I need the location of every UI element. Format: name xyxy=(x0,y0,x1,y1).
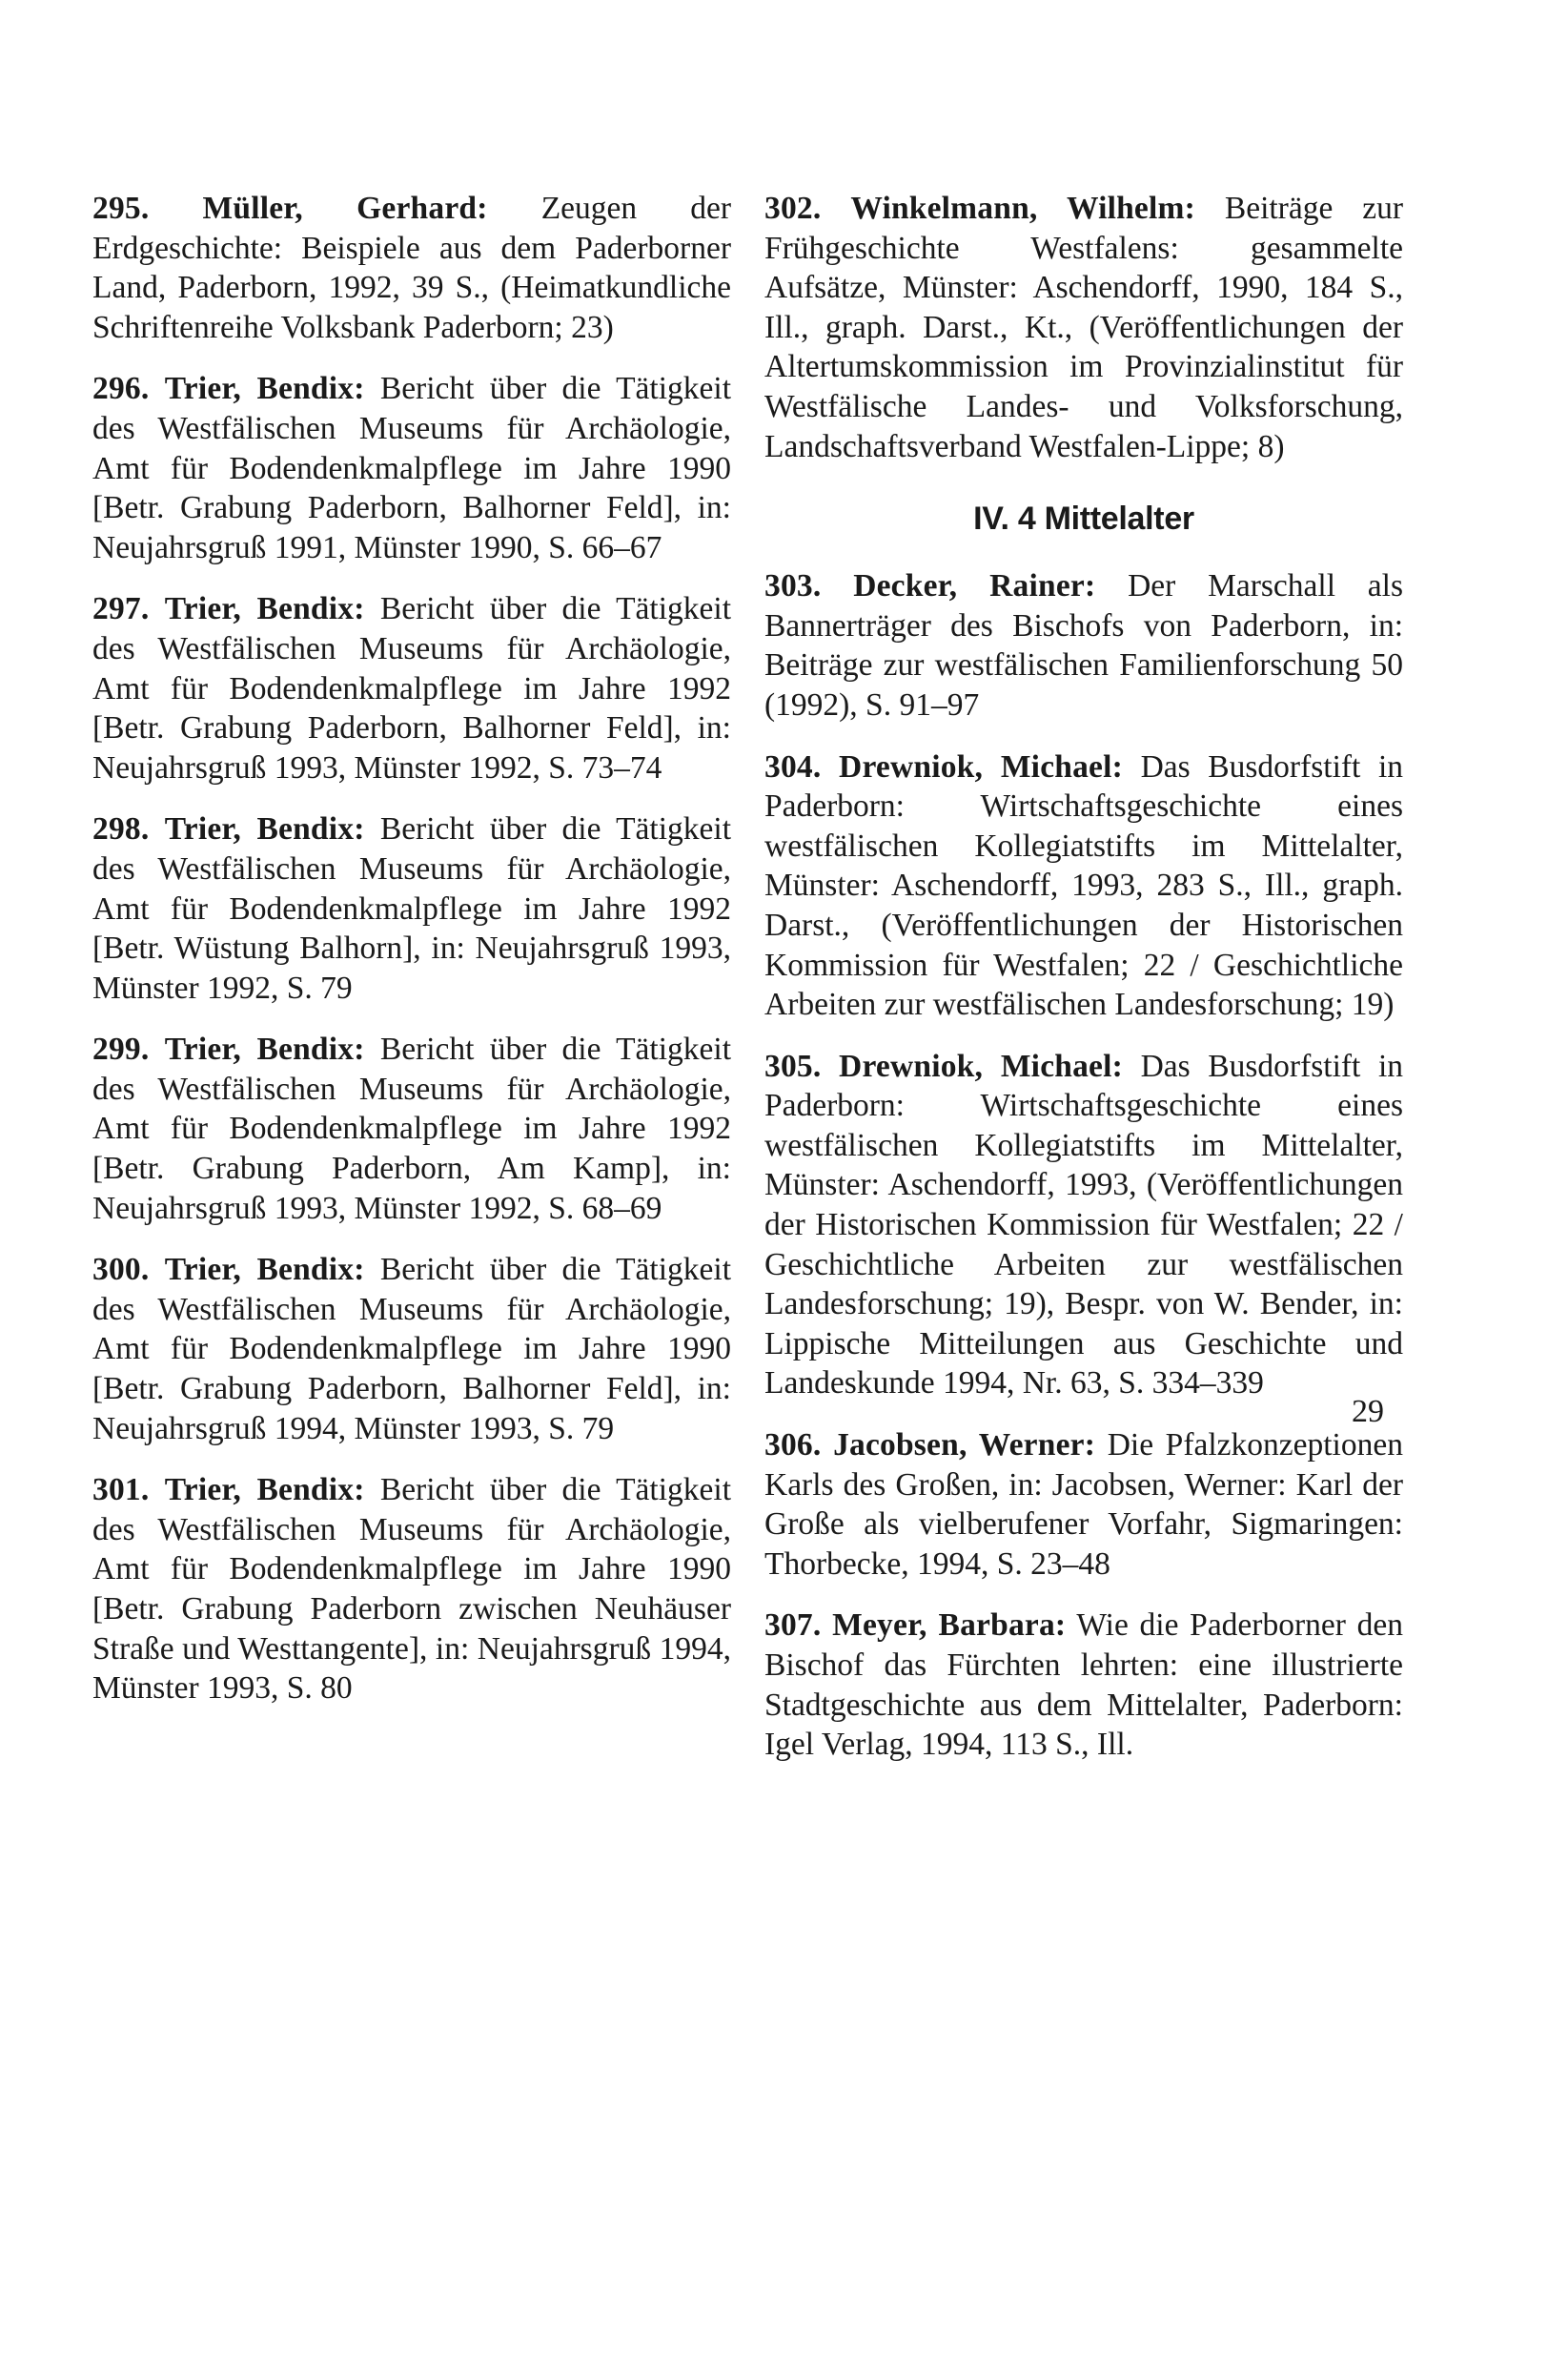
entry-number: 303. xyxy=(764,568,822,604)
entry-author: Trier, Bendix: xyxy=(164,591,365,627)
bibliography-entry-305 xyxy=(764,1047,1403,1403)
bibliography-entry-301 xyxy=(92,1470,731,1708)
bibliography-entry-307 xyxy=(764,1606,1403,1764)
entry-text: Bericht über die Tätigkeit des Westfälischen Museums für Archäologie, Amt für Bodendenkmalpflege im Jahre 1992 [Betr. Grabung Paderborn, Balhorner Feld], in: Neujahrsgruß 1993, Münster 1992, S. 73–74 xyxy=(92,591,732,786)
right-column xyxy=(764,189,1403,1787)
entry-number: 307. xyxy=(764,1607,822,1644)
entry-author: Müller, Gerhard: xyxy=(202,191,488,226)
entry-author: Trier, Bendix: xyxy=(164,811,365,848)
entry-text: Bericht über die Tätigkeit des Westfälischen Museums für Archäologie, Amt für Bodendenkmalpflege im Jahre 1990 [Betr. Grabung Paderborn, Balhorner Feld], in: Neujahrsgruß 1991, Münster 1990, S. 66–67 xyxy=(92,371,732,565)
bibliography-entry-306 xyxy=(764,1425,1403,1584)
entry-author: Jacobsen, Werner: xyxy=(833,1427,1096,1463)
bibliography-entry-298 xyxy=(92,809,731,1008)
entry-number: 300. xyxy=(92,1252,150,1288)
entry-text: Zeugen der Erdgeschichte: Beispiele aus dem Paderborner Land, Paderborn, 1992, 39 S., (Heimatkundliche Schriftenreihe Volksbank Paderborn; 23) xyxy=(92,191,732,345)
entry-text: Bericht über die Tätigkeit des Westfälischen Museums für Archäologie, Amt für Bodendenkmalpflege im Jahre 1992 [Betr. Grabung Paderborn, Am Kamp], in: Neujahrsgruß 1993, Münster 1992, S. 68–69 xyxy=(92,1032,732,1226)
entry-text: Beiträge zur Frühgeschichte Westfalens: gesammelte Aufsätze, Münster: Aschendorff, 1990, 184 S., Ill., graph. Darst., Kt., (Veröffentlichungen der Altertumskommission im Provinzialinstitut für Westfälische Landes- und Volksforschung, Landschaftsverband Westfalen-Lippe; 8) xyxy=(764,191,1404,464)
bibliography-entry-303 xyxy=(764,566,1403,725)
left-column xyxy=(92,189,731,1730)
entry-text: Das Busdorfstift in Paderborn: Wirtschaftsgeschichte eines westfälischen Kollegiatstifts im Mittelalter, Münster: Aschendorff, 1993, 283 S., Ill., graph. Darst., (Veröffentlichungen der Historischen Kommission für Westfalen; 22 / Geschichtliche Arbeiten zur westfälischen Landesforschung; 19) xyxy=(764,748,1404,1023)
entry-number: 305. xyxy=(764,1048,822,1084)
bibliography-entry-304 xyxy=(764,747,1403,1025)
entry-number: 298. xyxy=(92,811,150,848)
entry-number: 304. xyxy=(764,748,822,785)
bibliography-entry-295 xyxy=(92,189,731,347)
entry-text: Bericht über die Tätigkeit des Westfälischen Museums für Archäologie, Amt für Bodendenkmalpflege im Jahre 1990 [Betr. Grabung Paderborn zwischen Neuhäuser Straße und Westtangente], in: Neujahrsgruß 1994, Münster 1993, S. 80 xyxy=(92,1472,732,1707)
entry-author: Trier, Bendix: xyxy=(164,371,365,407)
entry-text: Bericht über die Tätigkeit des Westfälischen Museums für Archäologie, Amt für Bodendenkmalpflege im Jahre 1990 [Betr. Grabung Paderborn, Balhorner Feld], in: Neujahrsgruß 1994, Münster 1993, S. 79 xyxy=(92,1252,732,1446)
entry-author: Trier, Bendix: xyxy=(164,1252,365,1288)
entry-number: 299. xyxy=(92,1032,150,1068)
entry-number: 297. xyxy=(92,591,150,627)
bibliography-entry-297 xyxy=(92,589,731,788)
entry-author: Trier, Bendix: xyxy=(164,1472,365,1508)
entry-author: Drewniok, Michael: xyxy=(839,748,1123,785)
section-heading: IV. 4 Mittelalter xyxy=(973,501,1194,538)
bibliography-entry-296 xyxy=(92,369,731,567)
bibliography-entry-300 xyxy=(92,1250,731,1448)
bibliography-entry-302 xyxy=(764,189,1403,466)
entry-number: 306. xyxy=(764,1427,822,1463)
entry-author: Decker, Rainer: xyxy=(853,568,1096,604)
entry-text: Die Pfalzkonzeptionen Karls des Großen, in: Jacobsen, Werner: Karl der Große als vielberufener Vorfahr, Sigmaringen: Thorbecke, 1994, S. 23–48 xyxy=(764,1427,1403,1582)
entry-text: Das Busdorfstift in Paderborn: Wirtschaftsgeschichte eines westfälischen Kollegiatstifts im Mittelalter, Münster: Aschendorff, 1993, (Veröffentlichungen der Historischen Kommission für Westfalen; 22 / Geschichtliche Arbeiten zur westfälischen Landesforschung; 19), Bespr. von W. Bender, in: Lippische Mitteilungen aus Geschichte und Landeskunde 1994, Nr. 63, S. 334–339 xyxy=(764,1048,1404,1402)
entry-number: 301. xyxy=(92,1472,150,1508)
entry-text: Der Marschall als Bannerträger des Bischofs von Paderborn, in: Beiträge zur westfälischen Familienforschung 50 (1992), S. 91–97 xyxy=(764,568,1404,723)
entry-number: 295. xyxy=(92,191,150,226)
entry-text: Bericht über die Tätigkeit des Westfälischen Museums für Archäologie, Amt für Bodendenkmalpflege im Jahre 1992 [Betr. Wüstung Balhorn], in: Neujahrsgruß 1993, Münster 1992, S. 79 xyxy=(92,811,732,1006)
entry-number: 296. xyxy=(92,371,150,407)
page-number: 29 xyxy=(1352,1394,1384,1429)
bibliography-entry-299 xyxy=(92,1030,731,1228)
entry-author: Drewniok, Michael: xyxy=(839,1048,1123,1084)
entry-text: Wie die Paderborner den Bischof das Fürchten lehrten: eine illustrierte Stadtgeschichte aus dem Mittelalter, Paderborn: Igel Verlag, 1994, 113 S., Ill. xyxy=(764,1607,1403,1763)
entry-author: Trier, Bendix: xyxy=(164,1032,365,1068)
entry-author: Winkelmann, Wilhelm: xyxy=(850,191,1195,226)
entry-author: Meyer, Barbara: xyxy=(832,1607,1067,1644)
entry-number: 302. xyxy=(764,191,822,226)
